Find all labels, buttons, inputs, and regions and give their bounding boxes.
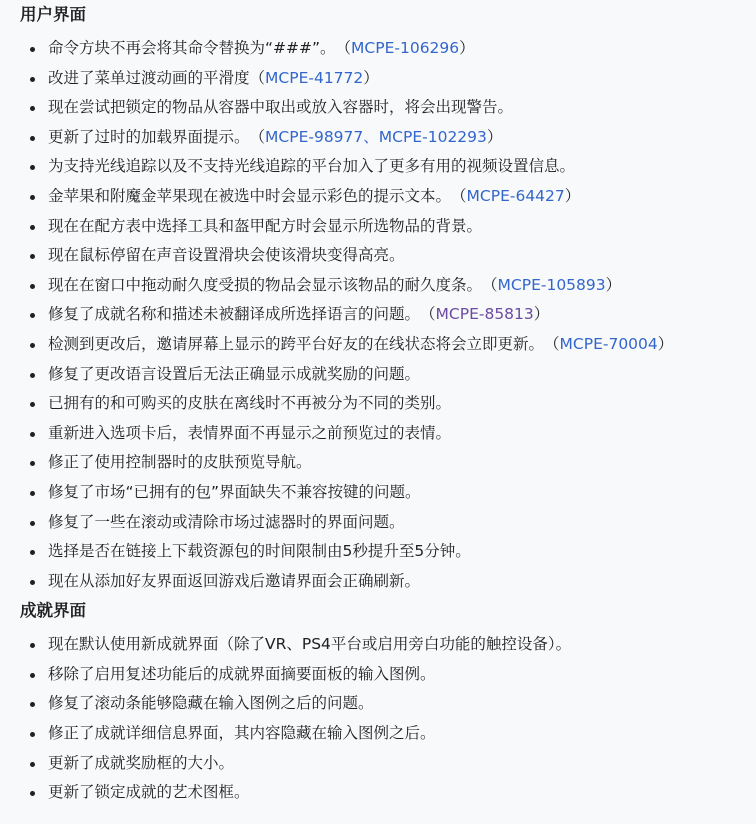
bug-tracker-link[interactable]: MCPE-85813 xyxy=(435,305,534,324)
list-item-text: 选择是否在链接上下载资源包的时间限制由5秒提升至5分钟。 xyxy=(48,542,471,561)
bug-tracker-link[interactable]: MCPE-64427 xyxy=(466,186,565,205)
close-paren: ） xyxy=(486,127,503,146)
list-item-text: 现在尝试把锁定的物品从容器中取出或放入容器时，将会出现警告。 xyxy=(48,98,514,117)
list-item-text: 改进了菜单过渡动画的平滑度 xyxy=(48,68,250,87)
list-item xyxy=(20,749,756,779)
list-item xyxy=(20,182,756,212)
list-item xyxy=(20,478,756,508)
open-paren: （ xyxy=(458,186,467,205)
list-item-text: 检测到更改后，邀请屏幕上显示的跨平台好友的在线状态将会立即更新。 xyxy=(48,334,552,353)
open-paren: （ xyxy=(489,275,498,294)
section-title-ui: 用户界面 xyxy=(20,5,86,24)
close-paren: ） xyxy=(459,39,475,57)
bug-tracker-link[interactable]: MCPE-41772 xyxy=(265,68,364,87)
open-paren: （ xyxy=(249,68,266,87)
bug-tracker-link[interactable]: MCPE-98977 xyxy=(265,127,364,146)
close-paren: ） xyxy=(564,186,581,205)
list-item-text: 修复了滚动条能够隐藏在输入图例之后的问题。 xyxy=(48,694,374,713)
list-item xyxy=(20,300,756,330)
list-item-text: 已拥有的和可购买的皮肤在离线时不再被分为不同的类别。 xyxy=(48,394,452,413)
list-item xyxy=(20,152,756,182)
list-item xyxy=(20,241,756,271)
list-item-text: 现在在窗口中拖动耐久度受损的物品会显示该物品的耐久度条。 xyxy=(48,275,490,294)
list-item-text: 修复了一些在滚动或清除市场过滤器时的界面问题。 xyxy=(48,512,405,531)
list-item xyxy=(20,719,756,749)
close-paren: ） xyxy=(533,305,550,324)
list-item-text: 为支持光线追踪以及不支持光线追踪的平台加入了更多有用的视频设置信息。 xyxy=(48,157,576,176)
bug-tracker-link[interactable]: MCPE-102293 xyxy=(378,127,487,146)
list-item xyxy=(20,689,756,719)
list-item xyxy=(20,630,756,660)
list-item xyxy=(20,271,756,301)
open-paren: （ xyxy=(551,334,560,353)
list-item xyxy=(20,419,756,449)
list-item-text: 命令方块不再会将其命令替换为“###”。 xyxy=(48,39,344,57)
list-item xyxy=(20,64,756,94)
list-item-text: 更新了成就奖励框的大小。 xyxy=(48,753,235,772)
link-separator: 、 xyxy=(363,127,379,146)
changelog-content xyxy=(20,0,756,808)
list-item xyxy=(20,508,756,538)
list-item-text: 现在鼠标停留在声音设置滑块会使该滑块变得高亮。 xyxy=(48,246,405,265)
open-paren: （ xyxy=(427,305,436,324)
list-item xyxy=(20,34,756,64)
bug-tracker-link[interactable]: MCPE-106296 xyxy=(351,39,460,57)
open-paren: （ xyxy=(257,127,266,146)
ui-changes-list xyxy=(20,34,756,596)
list-item xyxy=(20,567,756,597)
list-item-text: 金苹果和附魔金苹果现在被选中时会显示彩色的提示文本。 xyxy=(48,186,459,205)
list-item xyxy=(20,537,756,567)
list-item-text: 更新了过时的加载界面提示。 xyxy=(48,127,258,146)
list-item-text: 修复了市场“已拥有的包”界面缺失不兼容按键的问题。 xyxy=(48,482,421,501)
list-item-text: 修复了成就名称和描述未被翻译成所选择语言的问题。 xyxy=(48,305,428,324)
list-item xyxy=(20,93,756,123)
list-item xyxy=(20,330,756,360)
close-paren: ） xyxy=(657,334,674,353)
list-item xyxy=(20,448,756,478)
list-item-text: 现在默认使用新成就界面（除了VR、PS4平台或启用旁白功能的触控设备）。 xyxy=(48,635,572,654)
open-paren: （ xyxy=(343,39,352,57)
list-item xyxy=(20,778,756,808)
list-item-text: 重新进入选项卡后，表情界面不再显示之前预览过的表情。 xyxy=(48,423,452,442)
close-paren: ） xyxy=(605,275,622,294)
list-item-text: 移除了启用复述功能后的成就界面摘要面板的输入图例。 xyxy=(48,664,436,683)
list-item-text: 修正了成就详细信息界面，其内容隐藏在输入图例之后。 xyxy=(48,724,436,743)
list-item xyxy=(20,660,756,690)
list-item-text: 现在在配方表中选择工具和盔甲配方时会显示所选物品的背景。 xyxy=(48,216,483,235)
achievement-changes-list xyxy=(20,630,756,808)
list-item-text: 现在从添加好友界面返回游戏后邀请界面会正确刷新。 xyxy=(48,571,421,590)
list-item xyxy=(20,123,756,153)
bug-tracker-link[interactable]: MCPE-70004 xyxy=(559,334,658,353)
list-item xyxy=(20,389,756,419)
list-item-text: 修复了更改语言设置后无法正确显示成就奖励的问题。 xyxy=(48,364,421,383)
list-item-text: 修正了使用控制器时的皮肤预览导航。 xyxy=(48,453,312,472)
close-paren: ） xyxy=(363,68,379,87)
list-item xyxy=(20,212,756,242)
list-item-text: 更新了锁定成就的艺术图框。 xyxy=(48,783,250,802)
bug-tracker-link[interactable]: MCPE-105893 xyxy=(497,275,606,294)
section-title-achievements: 成就界面 xyxy=(20,601,86,621)
list-item xyxy=(20,360,756,390)
